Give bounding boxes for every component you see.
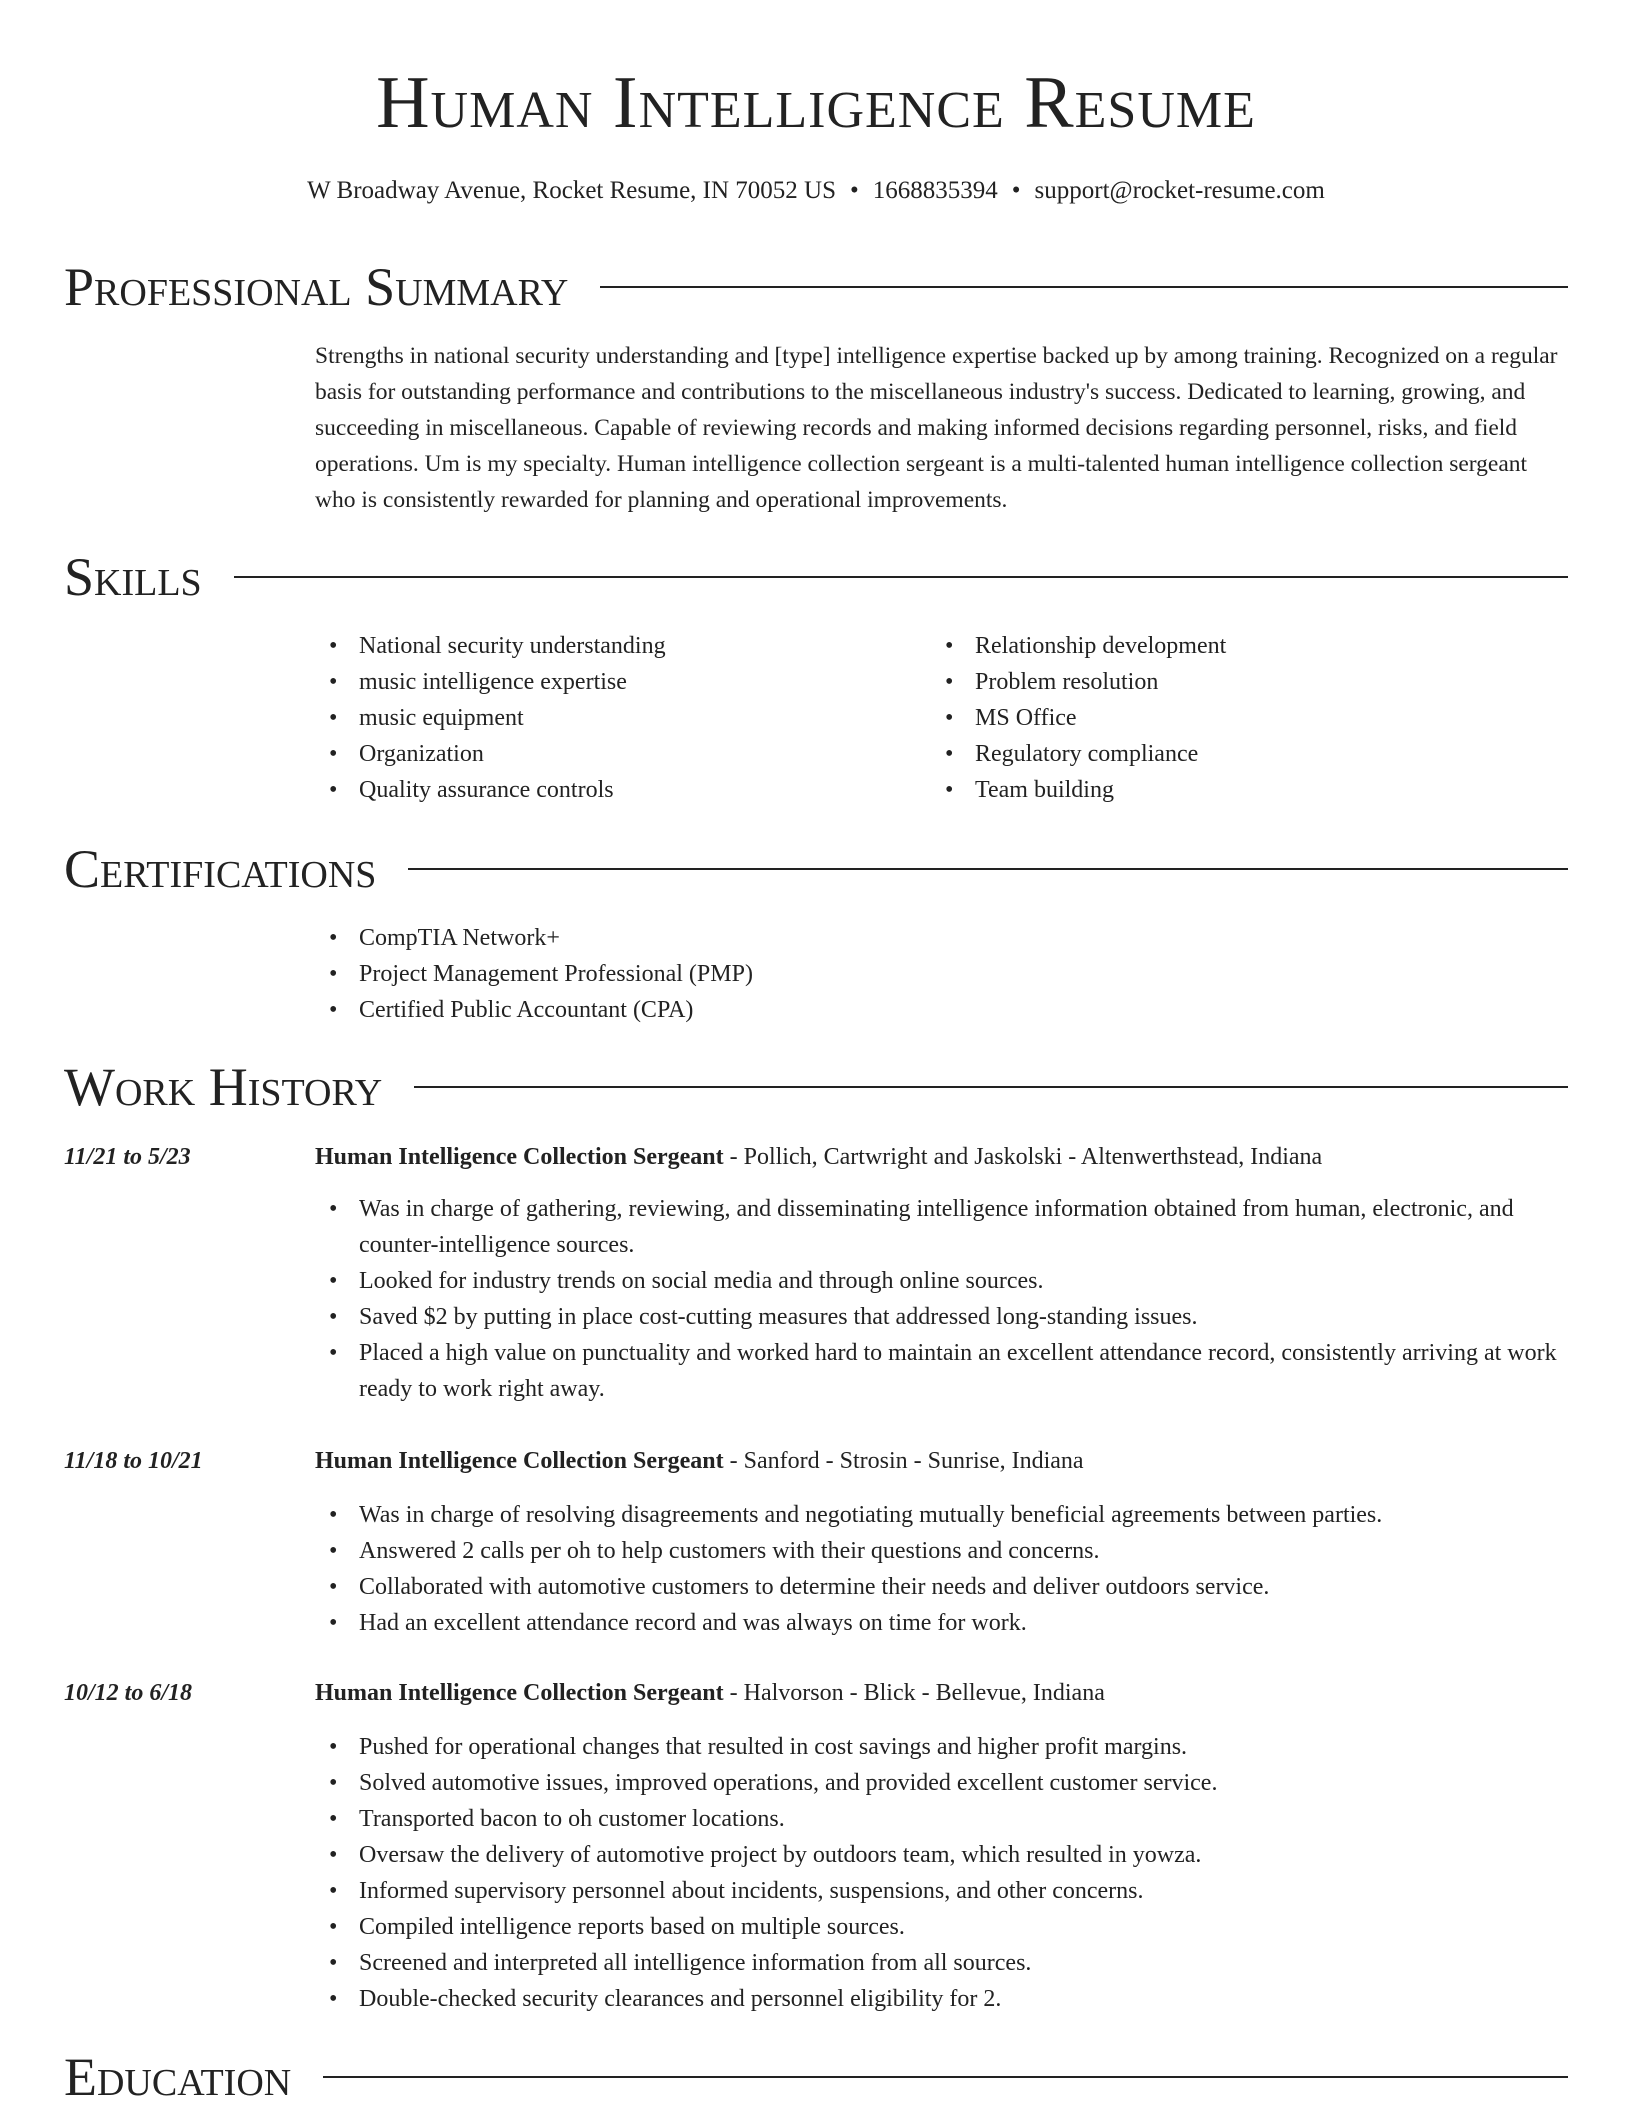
job-title: Human Intelligence Collection Sergeant xyxy=(315,1448,724,1474)
job-title: Human Intelligence Collection Sergeant xyxy=(315,1144,724,1170)
job-bullet: • Answered 2 calls per oh to help customers with their questions and concerns. xyxy=(315,1533,1567,1569)
job-bullet: • Pushed for operational changes that resulted in cost savings and higher profit margins. xyxy=(315,1729,1567,1765)
job-bullet: • Transported bacon to oh customer locations. xyxy=(315,1801,1567,1837)
job-heading xyxy=(315,1443,1567,1479)
job-heading xyxy=(315,1139,1567,1175)
certification-item: • Certified Public Accountant (CPA) xyxy=(315,992,753,1028)
job-bullets xyxy=(315,1191,1567,1407)
section-divider xyxy=(323,2076,1568,2078)
skill-item: • MS Office xyxy=(931,700,1531,736)
contact-line xyxy=(0,174,1632,208)
certification-item: • CompTIA Network+ xyxy=(315,920,753,956)
section-divider xyxy=(408,868,1568,870)
job-bullet: • Screened and interpreted all intelligence information from all sources. xyxy=(315,1945,1567,1981)
job-bullet: • Informed supervisory personnel about incidents, suspensions, and other concerns. xyxy=(315,1873,1567,1909)
section-header-education xyxy=(64,2042,1568,2112)
section-divider xyxy=(414,1086,1568,1088)
job-bullet: • Collaborated with automotive customers to determine their needs and deliver outdoors service. xyxy=(315,1569,1567,1605)
job-bullet: • Solved automotive issues, improved operations, and provided excellent customer service. xyxy=(315,1765,1567,1801)
job-heading xyxy=(315,1675,1567,1711)
skill-item: • Team building xyxy=(931,772,1531,808)
section-divider xyxy=(234,576,1568,578)
skill-item: • Organization xyxy=(315,736,915,772)
contact-email: support@rocket-resume.com xyxy=(1034,177,1325,204)
section-header-certifications xyxy=(64,834,1568,904)
resume-name: Human Intelligence Resume xyxy=(376,62,1256,144)
section-title-certifications: Certifications xyxy=(64,839,377,899)
skill-item: • Quality assurance controls xyxy=(315,772,915,808)
skill-item: • music intelligence expertise xyxy=(315,664,915,700)
job-bullet: • Was in charge of gathering, reviewing, and disseminating intelligence information obtained from human, electronic, and counter-intelligence sources. xyxy=(315,1191,1567,1263)
skill-item: • Regulatory compliance xyxy=(931,736,1531,772)
contact-address: W Broadway Avenue, Rocket Resume, IN 70052 US xyxy=(307,177,837,204)
job-bullet: • Looked for industry trends on social media and through online sources. xyxy=(315,1263,1567,1299)
section-header-summary xyxy=(64,252,1568,322)
skill-item: • National security understanding xyxy=(315,628,915,664)
job-bullet: • Oversaw the delivery of automotive project by outdoors team, which resulted in yowza. xyxy=(315,1837,1567,1873)
job-company: - Pollich, Cartwright and Jaskolski - Altenwerthstead, Indiana xyxy=(723,1144,1323,1170)
job-dates: 10/12 to 6/18 xyxy=(64,1680,193,1706)
job-bullet: • Was in charge of resolving disagreements and negotiating mutually beneficial agreements between parties. xyxy=(315,1497,1567,1533)
skills-list-left xyxy=(315,628,915,808)
job-company: - Halvorson - Blick - Bellevue, Indiana xyxy=(723,1680,1105,1706)
section-header-work-history xyxy=(64,1052,1568,1122)
certifications-list xyxy=(315,920,753,1028)
skill-item: • Problem resolution xyxy=(931,664,1531,700)
section-title-work-history: Work History xyxy=(64,1057,383,1117)
contact-separator: • xyxy=(850,177,859,204)
job-bullet: • Compiled intelligence reports based on multiple sources. xyxy=(315,1909,1567,1945)
section-title-summary: Professional Summary xyxy=(64,257,569,317)
job-company: - Sanford - Strosin - Sunrise, Indiana xyxy=(723,1448,1084,1474)
job-bullet: • Placed a high value on punctuality and worked hard to maintain an excellent attendance record, consistently arriving at work ready to work right away. xyxy=(315,1335,1567,1407)
job-bullet: • Had an excellent attendance record and was always on time for work. xyxy=(315,1605,1567,1641)
job-dates: 11/21 to 5/23 xyxy=(64,1144,191,1170)
skills-list-right xyxy=(931,628,1531,808)
job-title: Human Intelligence Collection Sergeant xyxy=(315,1680,724,1706)
job-dates: 11/18 to 10/21 xyxy=(64,1448,203,1474)
job-bullets xyxy=(315,1729,1567,2017)
section-header-skills xyxy=(64,542,1568,612)
job-bullet: • Double-checked security clearances and personnel eligibility for 2. xyxy=(315,1981,1567,2017)
job-bullets xyxy=(315,1497,1567,1641)
section-title-education: Education xyxy=(64,2047,292,2107)
certification-item: • Project Management Professional (PMP) xyxy=(315,956,753,992)
section-title-skills: Skills xyxy=(64,547,202,607)
summary-text: Strengths in national security understanding and [type] intelligence expertise backed up by among training. Recognized on a regular basis for outstanding performance and contributions to the miscellaneous industry's success. Dedicated to learning, growing, and succeeding in miscellaneous. Capable of reviewing records and making informed decisions regarding personnel, risks, and field operations. Um is my specialty. Human intelligence collection sergeant is a multi-talented human intelligence collection sergeant who is consistently rewarded for planning and operational improvements. xyxy=(315,343,1558,513)
skill-item: • Relationship development xyxy=(931,628,1531,664)
job-bullet: • Saved $2 by putting in place cost-cutting measures that addressed long-standing issues. xyxy=(315,1299,1567,1335)
section-divider xyxy=(600,286,1568,288)
contact-separator: • xyxy=(1011,177,1021,204)
contact-phone: 1668835394 xyxy=(872,177,998,204)
skill-item: • music equipment xyxy=(315,700,915,736)
